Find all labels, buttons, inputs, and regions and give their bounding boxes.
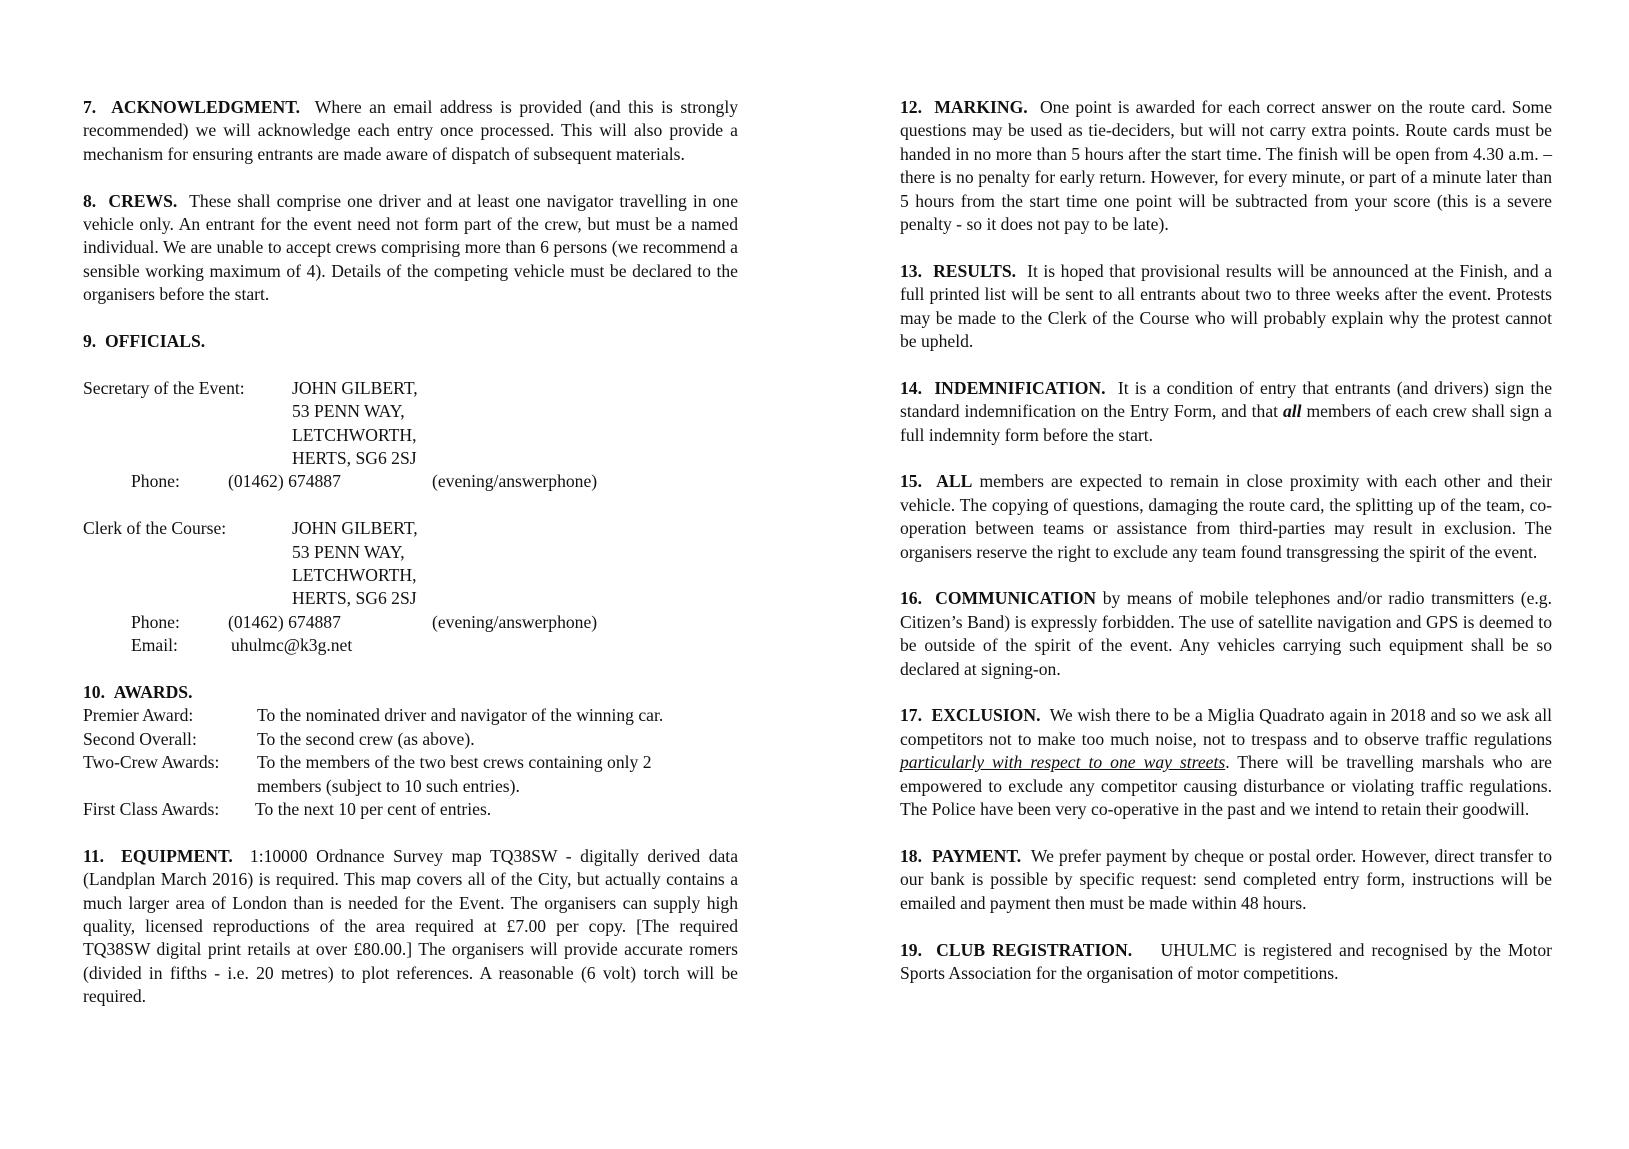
award-name: Second Overall: xyxy=(83,728,197,749)
secretary-block xyxy=(83,377,738,494)
section-heading: ALL xyxy=(936,471,973,492)
section-number: 18. xyxy=(900,845,922,866)
phone-label: Phone: xyxy=(131,611,180,632)
section-heading: AWARDS. xyxy=(113,681,193,702)
secretary-label: Secretary of the Event: xyxy=(83,377,245,398)
award-description: To the members of the two best crews containing only 2 members (subject to 10 such entries). xyxy=(257,752,652,796)
section-text: It is a condition of entry that entrants (and drivers) sign the standard indemnification on the Entry Form, and that xyxy=(900,377,1553,422)
address-line: 53 PENN WAY, xyxy=(292,541,405,562)
section-officials xyxy=(83,330,738,657)
section-text: UHULMC is registered and recognised by the Motor Sports Association for the organisation of motor competitions. xyxy=(900,939,1553,983)
section-text: . There will be travelling marshals who are empowered to exclude any competitor causing disturbance or violating traffic regulations. The Police have been very co-operative in the past and we intend to retain their goodwill. xyxy=(900,752,1552,820)
section-text: members are expected to remain in close proximity with each other and their vehicle. The copying of questions, damaging the route card, the splitting up of the team, co-operation between teams or assistance from third-parties may result in exclusion. The organisers reserve the right to exclude any team found transgressing the spirit of the event. xyxy=(900,471,1552,562)
award-description: To the next 10 per cent of entries. xyxy=(255,798,492,819)
section-payment xyxy=(900,845,1552,915)
right-column xyxy=(900,96,1552,985)
section-text: members of each crew shall sign a full indemnity form before the start. xyxy=(900,401,1552,445)
section-text: It is hoped that provisional results will be announced at the Finish, and a full printed list will be sent to all entrants about two to three weeks after the event. Protests may be made to the Clerk of the Course who will probably explain why the protest cannot be upheld. xyxy=(900,260,1553,352)
section-text: We prefer payment by cheque or postal order. However, direct transfer to our bank is possible by specific request: send completed entry form, instructions will be emailed and payment then must be made within 48 hours. xyxy=(900,845,1552,913)
address-line: LETCHWORTH, xyxy=(292,424,417,445)
section-acknowledgment xyxy=(83,96,738,166)
section-crews xyxy=(83,190,738,307)
section-indemnification xyxy=(900,377,1552,447)
section-heading: EQUIPMENT. xyxy=(121,845,233,866)
email-label: Email: xyxy=(131,635,178,656)
section-text: These shall comprise one driver and at least one navigator travelling in one vehicle only. An entrant for the event need not form part of the crew, but must be a named individual. We are unable to accept crews comprising more than 6 persons (we recommend a sensible working maximum of 4). Details of the competing vehicle must be declared to the organisers before the start. xyxy=(83,190,738,305)
section-all-members xyxy=(900,470,1552,564)
section-heading: MARKING. xyxy=(934,97,1028,117)
section-number: 11. xyxy=(83,845,105,866)
section-number: 16. xyxy=(900,588,922,609)
award-description: To the second crew (as above). xyxy=(257,728,475,749)
section-heading: RESULTS. xyxy=(933,260,1017,281)
clerk-label: Clerk of the Course: xyxy=(83,518,227,539)
address-line: JOHN GILBERT, xyxy=(292,518,418,539)
section-equipment xyxy=(83,845,738,1009)
section-exclusion xyxy=(900,704,1552,821)
award-row xyxy=(83,728,738,751)
phone-note: (evening/answerphone) xyxy=(432,611,598,632)
section-text: We wish there to be a Miglia Quadrato again in 2018 and so we ask all competitors not to make too much noise, not to trespass and to observe traffic regulations xyxy=(900,705,1552,749)
address-line: HERTS, SG6 2SJ xyxy=(292,448,417,468)
clerk-block xyxy=(83,517,738,657)
awards-heading-line xyxy=(83,681,738,704)
left-column xyxy=(83,96,738,1009)
award-row xyxy=(83,798,738,821)
section-heading: COMMUNICATION xyxy=(935,588,1097,609)
officials-heading-line xyxy=(83,330,738,353)
section-heading: OFFICIALS. xyxy=(105,331,206,352)
phone-note: (evening/answerphone) xyxy=(432,471,598,492)
section-heading: PAYMENT. xyxy=(932,845,1022,866)
section-number: 12. xyxy=(900,97,922,117)
underlined-text: particularly with respect to one way streets xyxy=(900,752,1226,773)
award-row xyxy=(83,704,738,727)
section-marking xyxy=(900,96,1552,236)
section-heading: ACKNOWLEDGMENT. xyxy=(111,97,301,117)
award-description: To the nominated driver and navigator of the winning car. xyxy=(257,705,664,726)
award-name: Two-Crew Awards: xyxy=(83,752,220,773)
section-number: 8. xyxy=(83,190,97,211)
section-club-registration xyxy=(900,939,1552,986)
section-number: 13. xyxy=(900,260,922,281)
section-number: 19. xyxy=(900,939,922,960)
award-name: First Class Awards: xyxy=(83,798,220,819)
address-line: JOHN GILBERT, xyxy=(292,377,418,398)
emphasis-text: all xyxy=(1282,401,1302,422)
section-heading: INDEMNIFICATION. xyxy=(934,377,1106,398)
section-communication xyxy=(900,587,1552,681)
section-number: 7. xyxy=(83,97,97,117)
section-heading: CREWS. xyxy=(108,190,178,211)
section-text: by means of mobile telephones and/or radio transmitters (e.g. Citizen’s Band) is expressly forbidden. The use of satellite navigation and GPS is deemed to be outside of the spirit of the event. Any vehicles carrying such equipment shall be so declared at signing-on. xyxy=(900,588,1553,679)
address-line: 53 PENN WAY, xyxy=(292,401,405,422)
address-line: HERTS, SG6 2SJ xyxy=(292,588,417,609)
section-number: 17. xyxy=(900,705,922,726)
award-row xyxy=(83,751,738,798)
phone-number: (01462) 674887 xyxy=(228,611,341,632)
section-number: 14. xyxy=(900,377,922,398)
phone-label: Phone: xyxy=(131,471,180,492)
phone-number: (01462) 674887 xyxy=(228,471,341,492)
award-name: Premier Award: xyxy=(83,705,194,726)
email-address: uhulmc@k3g.net xyxy=(231,635,353,656)
section-number: 10. xyxy=(83,681,105,702)
section-text: 1:10000 Ordnance Survey map TQ38SW - digitally derived data (Landplan March 2016) is required. This map covers all of the City, but actually contains a much larger area of London than is needed for the Event. The organisers can supply high quality, licensed reproductions of the area required at £7.00 per copy. [The required TQ38SW digital print retails at over £80.00.] The organisers will provide accurate romers (divided in fifths - i.e. 20 metres) to plot references. A reasonable (6 volt) torch will be required. xyxy=(83,845,739,1007)
section-heading: CLUB REGISTRATION. xyxy=(936,939,1133,960)
section-awards xyxy=(83,681,738,821)
section-number: 9. xyxy=(83,331,97,352)
section-text: Where an email address is provided (and this is strongly recommended) we will acknowledge each entry once processed. This will also provide a mechanism for ensuring entrants are made aware of dispatch of subsequent materials. xyxy=(83,97,738,164)
address-line: LETCHWORTH, xyxy=(292,564,417,585)
section-results xyxy=(900,260,1552,354)
section-number: 15. xyxy=(900,471,922,492)
section-heading: EXCLUSION. xyxy=(931,705,1041,726)
section-text: One point is awarded for each correct answer on the route card. Some questions may be used as tie-deciders, but will not carry extra points. Route cards must be handed in no more than 5 hours after the start time. The finish will be open from 4.30 a.m. – there is no penalty for early return. However, for every minute, or part of a minute later than 5 hours from the start time one point will be subtracted from your score (this is a severe penalty - so it does not pay to be late). xyxy=(900,97,1552,235)
